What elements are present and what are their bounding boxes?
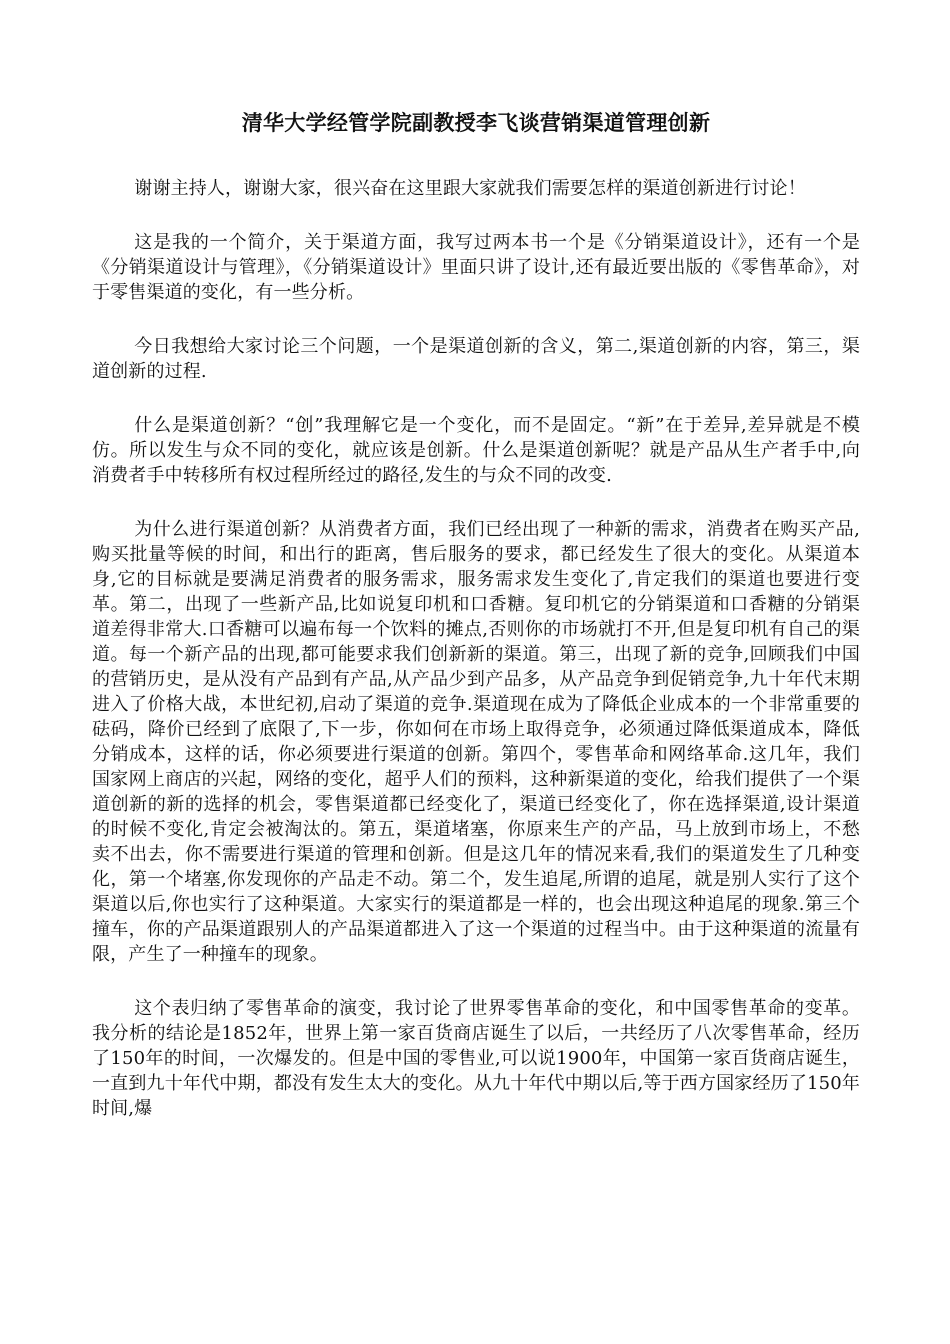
- paragraph-reasons: 为什么进行渠道创新？从消费者方面，我们已经出现了一种新的需求，消费者在购买产品,购买批量等候的时间，和出行的距离，售后服务的要求，都已经发生了很大的变化。从渠道本身,它的目标就是要满足消费者的服务需求，服务需求发生变化了,肯定我们的渠道也要进行变革。第二，出现了一些新产品,比如说复印机和口香糖。复印机它的分销渠道和口香糖的分销渠道差得非常大.口香糖可以遍布每一个饮料的摊点,否则你的市场就打不开,但是复印机有自己的渠道。每一个新产品的出现,都可能要求我们创新新的渠道。第三，出现了新的竞争,回顾我们中国的营销历史，是从没有产品到有产品,从产品少到产品多，从产品竞争到促销竞争,九十年代末期进入了价格大战，本世纪初,启动了渠道的竞争.渠道现在成为了降低企业成本的一个非常重要的砝码，降价已经到了底限了,下一步，你如何在市场上取得竞争，必须通过降低渠道成本，降低分销成本，这样的话，你必须要进行渠道的创新。第四个，零售革命和网络革命.这几年，我们国家网上商店的兴起，网络的变化，超乎人们的预料，这种新渠道的变化，给我们提供了一个渠道创新的新的选择的机会，零售渠道都已经变化了，渠道已经变化了，你在选择渠道,设计渠道的时候不变化,肯定会被淘汰的。第五，渠道堵塞，你原来生产的产品，马上放到市场上，不愁卖不出去，你不需要进行渠道的管理和创新。但是这几年的情况来看,我们的渠道发生了几种变化，第一个堵塞,你发现你的产品走不动。第二个，发生追尾,所谓的追尾，就是别人实行了这个渠道以后,你也实行了这种渠道。大家实行的渠道都是一样的，也会出现这种追尾的现象.第三个撞车，你的产品渠道跟别人的产品渠道都进入了这一个渠道的过程当中。由于这种渠道的流量有限，产生了一种撞车的现象。: [92, 519, 860, 965]
- paragraph-topics: 今日我想给大家讨论三个问题，一个是渠道创新的含义，第二,渠道创新的内容，第三，渠道创新的过程.: [92, 336, 860, 382]
- paragraph-definition: 什么是渠道创新？“创”我理解它是一个变化，而不是固定。“新”在于差异,差异就是不模仿。所以发生与众不同的变化，就应该是创新。什么是渠道创新呢？就是产品从生产者手中,向消费者手中转移所有权过程所经过的路径,发生的与众不同的改变.: [92, 415, 860, 486]
- document-body: [92, 108, 860, 1150]
- document-title: 清华大学经管学院副教授李飞谈营销渠道管理创新: [241, 111, 711, 135]
- paragraph-introduction: 这是我的一个简介，关于渠道方面，我写过两本书一个是《分销渠道设计》，还有一个是《分销渠道设计与管理》，《分销渠道设计》里面只讲了设计,还有最近要出版的《零售革命》，对于零售渠道的变化，有一些分析。: [92, 232, 860, 303]
- paragraph-greeting: 谢谢主持人，谢谢大家，很兴奋在这里跟大家就我们需要怎样的渠道创新进行讨论！: [134, 178, 806, 199]
- paragraph-retail-revolution: 这个表归纳了零售革命的演变，我讨论了世界零售革命的变化，和中国零售革命的变革。我分析的结论是1852年，世界上第一家百货商店诞生了以后，一共经历了八次零售革命，经历了150年的时间，一次爆发的。但是中国的零售业,可以说1900年，中国第一家百货商店诞生，一直到九十年代中期，都没有发生太大的变化。从九十年代中期以后,等于西方国家经历了150年时间,爆: [92, 998, 860, 1119]
